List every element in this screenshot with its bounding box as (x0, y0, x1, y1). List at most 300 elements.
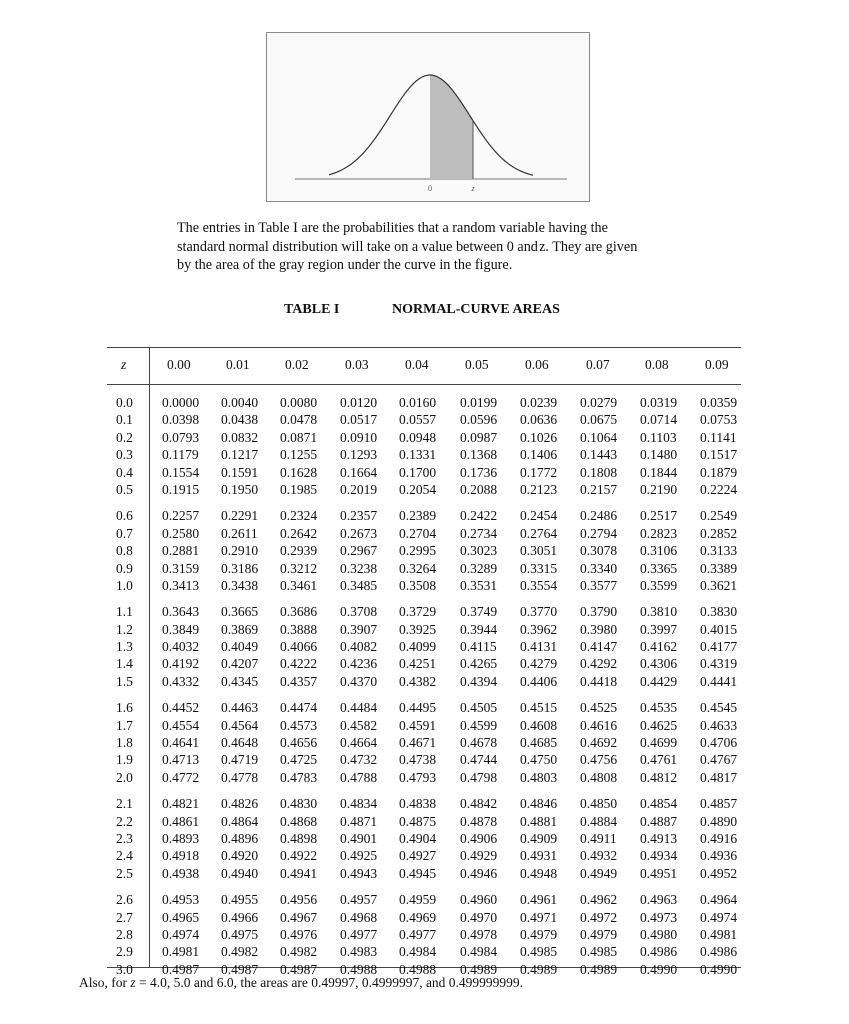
area-cell: 0.4964 (700, 892, 738, 908)
area-cell: 0.1772 (520, 464, 558, 480)
area-cell: 0.4803 (520, 769, 558, 785)
table-header-row (0, 357, 849, 375)
area-cell: 0.4911 (580, 830, 617, 846)
area-cell: 0.4846 (520, 796, 558, 812)
area-cell: 0.4306 (640, 656, 678, 672)
row-group (0, 795, 849, 882)
area-cell: 0.4948 (520, 865, 558, 881)
area-cell: 0.4573 (280, 717, 318, 733)
area-cell: 0.4744 (460, 752, 498, 768)
z-value: 1.9 (116, 752, 133, 768)
table-top-rule (107, 347, 741, 348)
area-cell: 0.4978 (460, 926, 498, 942)
area-cell: 0.1331 (399, 447, 437, 463)
area-cell: 0.4099 (399, 639, 437, 655)
area-cell: 0.4974 (700, 909, 738, 925)
z-value: 2.8 (116, 926, 133, 942)
area-cell: 0.4974 (162, 926, 200, 942)
area-cell: 0.3643 (162, 604, 200, 620)
area-cell: 0.4941 (280, 865, 318, 881)
area-cell: 0.4970 (460, 909, 498, 925)
area-cell: 0.4988 (399, 961, 437, 977)
area-cell: 0.1736 (460, 464, 498, 480)
table-row (0, 507, 849, 524)
table-row (0, 394, 849, 411)
area-cell: 0.4881 (520, 813, 558, 829)
z-value: 0.6 (116, 508, 133, 524)
area-cell: 0.1664 (340, 464, 378, 480)
area-cell: 0.4936 (700, 848, 738, 864)
z-value: 2.2 (116, 813, 133, 829)
table-number: TABLE I (284, 302, 340, 317)
area-cell: 0.4945 (399, 865, 437, 881)
area-cell: 0.4591 (399, 717, 437, 733)
table-row (0, 769, 849, 786)
area-cell: 0.4772 (162, 769, 200, 785)
area-cell: 0.3365 (640, 560, 678, 576)
area-cell: 0.4066 (280, 639, 318, 655)
area-cell: 0.4495 (399, 700, 437, 716)
area-cell: 0.4975 (221, 926, 259, 942)
area-cell: 0.4960 (460, 892, 498, 908)
area-cell: 0.3133 (700, 543, 738, 559)
column-header: 0.09 (705, 357, 729, 372)
area-cell: 0.1554 (162, 464, 200, 480)
table-row (0, 943, 849, 960)
area-cell: 0.1406 (520, 447, 558, 463)
table-row (0, 446, 849, 463)
z-value: 1.1 (116, 604, 133, 620)
area-cell: 0.0160 (399, 395, 437, 410)
area-cell: 0.4015 (700, 621, 738, 637)
area-cell: 0.1480 (640, 447, 678, 463)
z-value: 3.0 (116, 961, 133, 977)
table-row (0, 830, 849, 847)
area-cell: 0.2910 (221, 543, 259, 559)
area-cell: 0.0319 (640, 395, 678, 410)
area-cell: 0.4821 (162, 796, 200, 812)
z-column-header: z (121, 357, 127, 372)
area-cell: 0.4641 (162, 735, 200, 751)
area-cell: 0.0359 (700, 395, 738, 410)
area-cell: 0.4979 (580, 926, 618, 942)
area-cell: 0.4332 (162, 673, 200, 689)
area-cell: 0.2224 (700, 481, 738, 497)
area-cell: 0.4515 (520, 700, 558, 716)
area-cell: 0.4812 (640, 769, 678, 785)
table-row (0, 481, 849, 498)
area-cell: 0.1628 (280, 464, 318, 480)
area-cell: 0.3810 (640, 604, 678, 620)
area-cell: 0.3749 (460, 604, 498, 620)
area-cell: 0.3830 (700, 604, 738, 620)
area-cell: 0.4920 (221, 848, 259, 864)
z-value: 1.2 (116, 621, 133, 637)
area-cell: 0.4357 (280, 673, 318, 689)
area-cell: 0.4952 (700, 865, 738, 881)
area-cell: 0.2794 (580, 525, 618, 541)
area-cell: 0.4554 (162, 717, 200, 733)
area-cell: 0.4989 (580, 961, 618, 977)
area-cell: 0.2852 (700, 525, 738, 541)
area-cell: 0.4738 (399, 752, 437, 768)
area-cell: 0.4973 (640, 909, 678, 925)
caption-line: standard normal distribution will take on a value between 0 and z. They are given (177, 238, 638, 255)
table-row (0, 751, 849, 768)
z-value: 1.4 (116, 656, 133, 672)
area-cell: 0.1293 (340, 447, 378, 463)
area-cell: 0.3980 (580, 621, 618, 637)
area-cell: 0.4664 (340, 735, 378, 751)
area-cell: 0.4904 (399, 830, 437, 846)
area-cell: 0.1985 (280, 481, 318, 497)
area-cell: 0.1915 (162, 481, 200, 497)
area-cell: 0.0753 (700, 412, 738, 428)
area-cell: 0.4977 (340, 926, 378, 942)
area-cell: 0.3186 (221, 560, 259, 576)
area-cell: 0.4976 (280, 926, 318, 942)
area-cell: 0.0987 (460, 429, 498, 445)
area-cell: 0.3508 (399, 577, 437, 593)
table-header-rule (107, 384, 741, 385)
table-row (0, 926, 849, 943)
area-cell: 0.4692 (580, 735, 618, 751)
area-cell: 0.4656 (280, 735, 318, 751)
area-cell: 0.1026 (520, 429, 558, 445)
area-cell: 0.4793 (399, 769, 437, 785)
area-cell: 0.3106 (640, 543, 678, 559)
area-cell: 0.2517 (640, 508, 678, 524)
area-cell: 0.4963 (640, 892, 678, 908)
area-cell: 0.4951 (640, 865, 678, 881)
area-cell: 0.2764 (520, 525, 558, 541)
z-value: 1.8 (116, 735, 133, 751)
area-cell: 0.2823 (640, 525, 678, 541)
area-cell: 0.4962 (580, 892, 618, 908)
area-cell: 0.1879 (700, 464, 738, 480)
z-value: 0.7 (116, 525, 133, 541)
area-cell: 0.4599 (460, 717, 498, 733)
column-header: 0.05 (465, 357, 489, 372)
area-cell: 0.4671 (399, 735, 437, 751)
area-cell: 0.1217 (221, 447, 259, 463)
area-cell: 0.1368 (460, 447, 498, 463)
area-cell: 0.4981 (700, 926, 738, 942)
area-cell: 0.4987 (221, 961, 259, 977)
area-cell: 0.0714 (640, 412, 678, 428)
area-cell: 0.4982 (221, 944, 259, 960)
column-header: 0.07 (586, 357, 610, 372)
area-cell: 0.1950 (221, 481, 259, 497)
caption (177, 219, 697, 275)
column-header: 0.06 (525, 357, 549, 372)
area-cell: 0.4648 (221, 735, 259, 751)
area-cell: 0.4484 (340, 700, 378, 716)
area-cell: 0.1255 (280, 447, 318, 463)
caption-line: by the area of the gray region under the curve in the figure. (177, 257, 513, 273)
z-value: 2.6 (116, 892, 133, 908)
z-value: 2.7 (116, 909, 133, 925)
column-header: 0.03 (345, 357, 369, 372)
footnote (79, 975, 523, 991)
table-row (0, 560, 849, 577)
area-cell: 0.4826 (221, 796, 259, 812)
area-cell: 0.2486 (580, 508, 618, 524)
area-cell: 0.1591 (221, 464, 259, 480)
area-cell: 0.3023 (460, 543, 498, 559)
area-cell: 0.4545 (700, 700, 738, 716)
area-cell: 0.4916 (700, 830, 738, 846)
z-value: 0.5 (116, 481, 133, 497)
area-cell: 0.4956 (280, 892, 318, 908)
area-cell: 0.2019 (340, 481, 378, 497)
area-cell: 0.4834 (340, 796, 378, 812)
table-name: NORMAL-CURVE AREAS (392, 302, 560, 317)
area-cell: 0.4857 (700, 796, 738, 812)
area-cell: 0.4222 (280, 656, 318, 672)
area-cell: 0.4147 (580, 639, 618, 655)
table-row (0, 734, 849, 751)
area-cell: 0.4909 (520, 830, 558, 846)
area-cell: 0.4463 (221, 700, 259, 716)
area-cell: 0.4972 (580, 909, 618, 925)
area-cell: 0.2881 (162, 543, 200, 559)
area-cell: 0.4345 (221, 673, 259, 689)
area-cell: 0.0120 (340, 395, 378, 410)
area-cell: 0.3944 (460, 621, 498, 637)
area-cell: 0.4965 (162, 909, 200, 925)
area-cell: 0.4032 (162, 639, 200, 655)
area-cell: 0.0675 (580, 412, 618, 428)
z-value: 0.8 (116, 543, 133, 559)
area-cell: 0.4265 (460, 656, 498, 672)
area-cell: 0.4986 (700, 944, 738, 960)
table-row (0, 891, 849, 908)
z-value: 2.5 (116, 865, 133, 881)
area-cell: 0.4783 (280, 769, 318, 785)
table-row (0, 909, 849, 926)
area-cell: 0.4979 (520, 926, 558, 942)
area-cell: 0.4131 (520, 639, 558, 655)
area-cell: 0.4319 (700, 656, 738, 672)
column-header: 0.04 (405, 357, 429, 372)
area-cell: 0.2054 (399, 481, 437, 497)
z-label: z (471, 184, 475, 193)
area-cell: 0.4938 (162, 865, 200, 881)
row-group (0, 507, 849, 594)
area-cell: 0.0871 (280, 429, 318, 445)
z-value: 2.3 (116, 830, 133, 846)
area-cell: 0.4989 (460, 961, 498, 977)
area-cell: 0.4279 (520, 656, 558, 672)
footnote-z: z (130, 975, 136, 990)
area-cell: 0.4987 (162, 961, 200, 977)
area-cell: 0.3340 (580, 560, 618, 576)
table-row (0, 813, 849, 830)
area-cell: 0.4922 (280, 848, 318, 864)
column-header: 0.02 (285, 357, 309, 372)
area-cell: 0.4699 (640, 735, 678, 751)
area-cell: 0.2939 (280, 543, 318, 559)
area-cell: 0.4896 (221, 830, 259, 846)
row-group (0, 603, 849, 690)
area-cell: 0.4382 (399, 673, 437, 689)
area-cell: 0.2642 (280, 525, 318, 541)
area-cell: 0.4985 (580, 944, 618, 960)
area-cell: 0.4934 (640, 848, 678, 864)
shaded-area (430, 75, 473, 179)
z-value: 1.3 (116, 639, 133, 655)
area-cell: 0.2995 (399, 543, 437, 559)
zero-label: 0 (428, 184, 432, 193)
area-cell: 0.4983 (340, 944, 378, 960)
area-cell: 0.3212 (280, 560, 318, 576)
area-cell: 0.4969 (399, 909, 437, 925)
area-cell: 0.3665 (221, 604, 259, 620)
area-cell: 0.4429 (640, 673, 678, 689)
area-cell: 0.4370 (340, 673, 378, 689)
area-cell: 0.4854 (640, 796, 678, 812)
area-cell: 0.4394 (460, 673, 498, 689)
area-cell: 0.4988 (340, 961, 378, 977)
area-cell: 0.2454 (520, 508, 558, 524)
area-cell: 0.3621 (700, 577, 738, 593)
area-cell: 0.2734 (460, 525, 498, 541)
area-cell: 0.3315 (520, 560, 558, 576)
area-cell: 0.3238 (340, 560, 378, 576)
area-cell: 0.0080 (280, 395, 318, 410)
table-body (0, 394, 849, 987)
area-cell: 0.4932 (580, 848, 618, 864)
table-row (0, 621, 849, 638)
area-cell: 0.3289 (460, 560, 498, 576)
area-cell: 0.2291 (221, 508, 259, 524)
area-cell: 0.4564 (221, 717, 259, 733)
area-cell: 0.4918 (162, 848, 200, 864)
z-value: 2.9 (116, 944, 133, 960)
area-cell: 0.4798 (460, 769, 498, 785)
z-value: 0.3 (116, 447, 133, 463)
area-cell: 0.0793 (162, 429, 200, 445)
area-cell: 0.4842 (460, 796, 498, 812)
area-cell: 0.4929 (460, 848, 498, 864)
area-cell: 0.4788 (340, 769, 378, 785)
area-cell: 0.4725 (280, 752, 318, 768)
area-cell: 0.0239 (520, 395, 558, 410)
area-cell: 0.4525 (580, 700, 618, 716)
area-cell: 0.1141 (700, 429, 737, 445)
area-cell: 0.4984 (460, 944, 498, 960)
area-cell: 0.4236 (340, 656, 378, 672)
area-cell: 0.4927 (399, 848, 437, 864)
area-cell: 0.4685 (520, 735, 558, 751)
area-cell: 0.4943 (340, 865, 378, 881)
area-cell: 0.3770 (520, 604, 558, 620)
area-cell: 0.3907 (340, 621, 378, 637)
area-cell: 0.4875 (399, 813, 437, 829)
area-cell: 0.0832 (221, 429, 259, 445)
area-cell: 0.1064 (580, 429, 618, 445)
area-cell: 0.4535 (640, 700, 678, 716)
area-cell: 0.3849 (162, 621, 200, 637)
area-cell: 0.4967 (280, 909, 318, 925)
area-cell: 0.0478 (280, 412, 318, 428)
area-cell: 0.4878 (460, 813, 498, 829)
normal-curve-figure (266, 32, 590, 202)
z-value: 1.0 (116, 577, 133, 593)
area-cell: 0.4406 (520, 673, 558, 689)
area-cell: 0.4971 (520, 909, 558, 925)
area-cell: 0.4986 (640, 944, 678, 960)
area-cell: 0.2704 (399, 525, 437, 541)
area-cell: 0.0040 (221, 395, 259, 410)
area-cell: 0.4977 (399, 926, 437, 942)
area-cell: 0.4808 (580, 769, 618, 785)
area-cell: 0.4861 (162, 813, 200, 829)
area-cell: 0.3051 (520, 543, 558, 559)
area-cell: 0.1103 (640, 429, 677, 445)
area-cell: 0.0948 (399, 429, 437, 445)
area-cell: 0.4871 (340, 813, 378, 829)
area-cell: 0.0517 (340, 412, 378, 428)
area-cell: 0.2157 (580, 481, 618, 497)
area-cell: 0.4207 (221, 656, 259, 672)
area-cell: 0.1700 (399, 464, 437, 480)
table-row (0, 655, 849, 672)
area-cell: 0.3577 (580, 577, 618, 593)
area-cell: 0.2088 (460, 481, 498, 497)
table-row (0, 525, 849, 542)
area-cell: 0.2549 (700, 508, 738, 524)
area-cell: 0.4913 (640, 830, 678, 846)
table-row (0, 542, 849, 559)
z-value: 0.1 (116, 412, 133, 428)
area-cell: 0.0636 (520, 412, 558, 428)
table-row (0, 673, 849, 690)
area-cell: 0.3461 (280, 577, 318, 593)
area-cell: 0.3997 (640, 621, 678, 637)
area-cell: 0.3485 (340, 577, 378, 593)
area-cell: 0.2257 (162, 508, 200, 524)
area-cell: 0.2389 (399, 508, 437, 524)
area-cell: 0.4966 (221, 909, 259, 925)
area-cell: 0.4838 (399, 796, 437, 812)
area-cell: 0.4955 (221, 892, 259, 908)
area-cell: 0.2357 (340, 508, 378, 524)
area-cell: 0.4868 (280, 813, 318, 829)
normal-curve-graphic (267, 33, 589, 201)
area-cell: 0.0596 (460, 412, 498, 428)
area-cell: 0.3962 (520, 621, 558, 637)
table-row (0, 577, 849, 594)
area-cell: 0.2190 (640, 481, 678, 497)
z-value: 1.7 (116, 717, 133, 733)
area-cell: 0.3888 (280, 621, 318, 637)
area-cell: 0.4864 (221, 813, 259, 829)
area-cell: 0.1179 (162, 447, 199, 463)
area-cell: 0.4633 (700, 717, 738, 733)
area-cell: 0.0910 (340, 429, 378, 445)
area-cell: 0.4931 (520, 848, 558, 864)
row-group (0, 891, 849, 978)
area-cell: 0.4957 (340, 892, 378, 908)
area-cell: 0.4946 (460, 865, 498, 881)
area-cell: 0.3389 (700, 560, 738, 576)
area-cell: 0.4474 (280, 700, 318, 716)
row-group (0, 394, 849, 498)
area-cell: 0.4761 (640, 752, 678, 768)
z-value: 0.4 (116, 464, 133, 480)
